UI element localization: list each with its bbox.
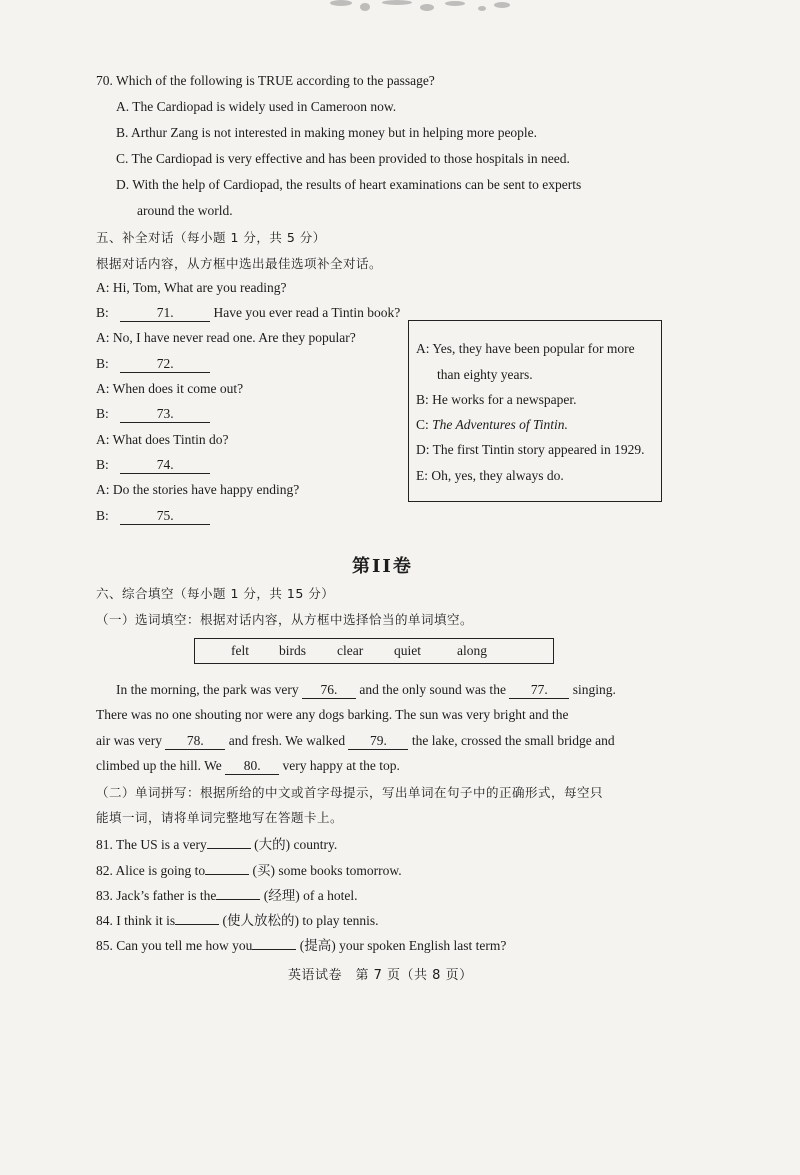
- section6-heading: 六、综合填空（每小题 1 分，共 15 分）: [96, 586, 335, 601]
- dialog-b4: [96, 457, 210, 474]
- item-83-hint: (经理) of a hotel.: [263, 888, 358, 903]
- word-felt: felt: [231, 643, 249, 658]
- passage-line-1-a: In the morning, the park was very: [116, 682, 299, 697]
- dialog-b2-prefix: B:: [96, 356, 109, 371]
- dialog-b2: [96, 356, 210, 373]
- section5-instruction: 根据对话内容，从方框中选出最佳选项补全对话。: [96, 256, 383, 271]
- blank-81[interactable]: [207, 848, 251, 849]
- section6-part2-instruction-1: （二）单词拼写：根据所给的中文或首字母提示，写出单词在句子中的正确形式，每空只: [96, 785, 604, 800]
- blank-78[interactable]: 78.: [165, 733, 225, 750]
- volume2-title: 第II卷: [352, 556, 413, 577]
- dialog-b5-prefix: B:: [96, 508, 109, 523]
- passage-line-4: [96, 758, 400, 775]
- blank-71[interactable]: 71.: [120, 305, 210, 322]
- passage-line-4-b: very happy at the top.: [282, 758, 400, 773]
- item-85-hint: (提高) your spoken English last term?: [299, 938, 507, 953]
- item-82: [96, 859, 402, 879]
- section5-heading: 五、补全对话（每小题 1 分，共 5 分）: [96, 230, 326, 245]
- option-a-line2: than eighty years.: [437, 367, 533, 382]
- q70-question: 70. Which of the following is TRUE according to the passage?: [96, 73, 435, 88]
- passage-line-1-c: singing.: [572, 682, 616, 697]
- dialog-b3: [96, 406, 210, 423]
- q70-option-d-cont: around the world.: [137, 203, 233, 218]
- option-a-line1: A: Yes, they have been popular for more: [416, 341, 635, 356]
- item-82-hint: (买) some books tomorrow.: [252, 863, 402, 878]
- blank-84[interactable]: [175, 924, 219, 925]
- page-footer: 英语试卷 第 7 页（共 8 页）: [288, 968, 473, 983]
- passage-line-3-a: air was very: [96, 733, 162, 748]
- option-c-title: The Adventures of Tintin.: [432, 417, 568, 432]
- dialog-a2: A: No, I have never read one. Are they popular?: [96, 330, 356, 345]
- word-along: along: [457, 643, 487, 658]
- dialog-a4: A: What does Tintin do?: [96, 432, 229, 447]
- blank-73[interactable]: 73.: [120, 406, 210, 423]
- blank-83[interactable]: [216, 899, 260, 900]
- item-82-text: 82. Alice is going to: [96, 863, 206, 878]
- dialog-b3-prefix: B:: [96, 406, 109, 421]
- dialog-b5: [96, 508, 210, 525]
- dialog-b4-prefix: B:: [96, 457, 109, 472]
- item-84-hint: (使人放松的) to play tennis.: [222, 913, 379, 928]
- blank-72[interactable]: 72.: [120, 356, 210, 373]
- dialog-a3: A: When does it come out?: [96, 381, 244, 396]
- dialog-a5: A: Do the stories have happy ending?: [96, 482, 300, 497]
- section6-part2-instruction-2: 能填一词，请将单词完整地写在答题卡上。: [96, 810, 344, 825]
- blank-75[interactable]: 75.: [120, 508, 210, 525]
- item-81-text: 81. The US is a very: [96, 837, 207, 852]
- dialog-b1: [96, 305, 400, 322]
- item-84: [96, 909, 379, 929]
- passage-line-1: [116, 682, 616, 699]
- option-d: D: The first Tintin story appeared in 1929.: [416, 442, 645, 457]
- option-b: B: He works for a newspaper.: [416, 392, 577, 407]
- dialog-options-box: [408, 320, 662, 502]
- option-c: [416, 417, 568, 433]
- q70-option-b: B. Arthur Zang is not interested in making money but in helping more people.: [116, 125, 538, 140]
- passage-line-2: There was no one shouting nor were any dogs barking. The sun was very bright and the: [96, 707, 569, 722]
- dialog-b1-text: Have you ever read a Tintin book?: [213, 305, 401, 320]
- item-85: [96, 934, 506, 954]
- blank-85[interactable]: [252, 949, 296, 950]
- word-clear: clear: [337, 643, 364, 658]
- item-85-text: 85. Can you tell me how you: [96, 938, 253, 953]
- passage-line-4-a: climbed up the hill. We: [96, 758, 222, 773]
- passage-line-3: [96, 733, 615, 750]
- passage-line-3-c: the lake, crossed the small bridge and: [411, 733, 615, 748]
- word-birds: birds: [279, 643, 306, 658]
- blank-74[interactable]: 74.: [120, 457, 210, 474]
- passage-line-1-b: and the only sound was the: [359, 682, 506, 697]
- item-81: [96, 833, 337, 853]
- word-box: [194, 638, 554, 664]
- blank-79[interactable]: 79.: [348, 733, 408, 750]
- word-quiet: quiet: [394, 643, 421, 658]
- q70-option-a: A. The Cardiopad is widely used in Cameroon now.: [116, 99, 397, 114]
- item-84-text: 84. I think it is: [96, 913, 176, 928]
- item-83-text: 83. Jack’s father is the: [96, 888, 217, 903]
- blank-82[interactable]: [205, 874, 249, 875]
- q70-option-d: D. With the help of Cardiopad, the results of heart examinations can be sent to experts: [116, 177, 582, 192]
- option-c-prefix: C:: [416, 417, 433, 432]
- blank-80[interactable]: 80.: [225, 758, 279, 775]
- option-e: E: Oh, yes, they always do.: [416, 468, 564, 483]
- item-83: [96, 884, 357, 904]
- item-81-hint: (大的) country.: [254, 837, 338, 852]
- blank-77[interactable]: 77.: [509, 682, 569, 699]
- passage-line-3-b: and fresh. We walked: [228, 733, 346, 748]
- blank-76[interactable]: 76.: [302, 682, 356, 699]
- dialog-a1: A: Hi, Tom, What are you reading?: [96, 280, 287, 295]
- q70-option-c: C. The Cardiopad is very effective and has been provided to those hospitals in need.: [116, 151, 570, 166]
- dialog-b1-prefix: B:: [96, 305, 109, 320]
- section6-part1-instruction: （一）选词填空：根据对话内容，从方框中选择恰当的单词填空。: [96, 612, 474, 627]
